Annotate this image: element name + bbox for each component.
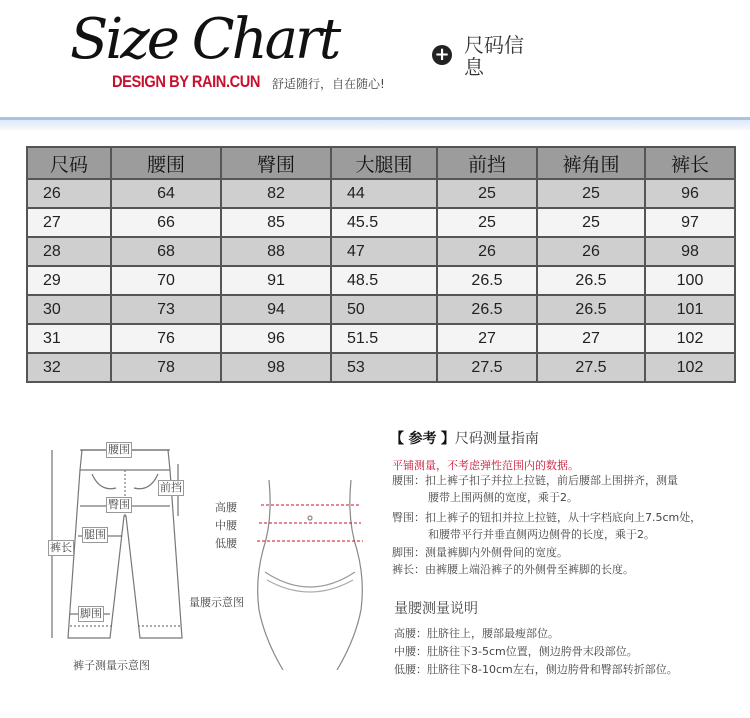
table-cell: 94 <box>221 295 331 324</box>
guide-line: 腰带上围两侧的宽度，乘于2。 <box>428 491 578 504</box>
guide-title-text: 尺码测量指南 <box>454 431 539 447</box>
table-cell: 27 <box>537 324 645 353</box>
table-cell: 27.5 <box>437 353 537 382</box>
col-header-hip: 臀围 <box>221 147 331 179</box>
guide-title-close: 】 <box>440 431 455 447</box>
table-cell: 78 <box>111 353 221 382</box>
table-cell: 102 <box>645 353 735 382</box>
table-cell: 85 <box>221 208 331 237</box>
table-cell: 97 <box>645 208 735 237</box>
pants-diagram <box>30 430 210 670</box>
waist-diagram-caption: 量腰示意图 <box>189 596 244 609</box>
header-band <box>0 120 750 130</box>
design-by-label: DESIGN BY RAIN.CUN <box>112 72 260 91</box>
table-cell: 88 <box>221 237 331 266</box>
table-cell: 44 <box>331 179 437 208</box>
table-cell: 96 <box>645 179 735 208</box>
pants-label-length: 裤长 <box>50 541 72 554</box>
col-header-length: 裤长 <box>645 147 735 179</box>
pants-diagram-caption: 裤子测量示意图 <box>73 659 150 672</box>
slogan: 舒适随行，自在随心! <box>272 77 385 91</box>
waist-guide-line: 中腰：肚脐往下3-5cm位置，侧边胯骨末段部位。 <box>394 645 638 658</box>
guide-line: 脚围：测量裤脚内外侧骨间的宽度。 <box>392 546 568 559</box>
col-header-waist: 腰围 <box>111 147 221 179</box>
col-header-thigh: 大腿围 <box>331 147 437 179</box>
table-cell: 27.5 <box>537 353 645 382</box>
table-cell: 27 <box>27 208 111 237</box>
table-cell: 25 <box>537 179 645 208</box>
guide-line: 臀围：扣上裤子的钮扣并拉上拉链，从十字档底向上7.5cm处， <box>392 511 702 524</box>
table-cell: 100 <box>645 266 735 295</box>
table-cell: 91 <box>221 266 331 295</box>
table-cell: 27 <box>437 324 537 353</box>
table-cell: 29 <box>27 266 111 295</box>
table-cell: 26.5 <box>537 266 645 295</box>
pants-label-front-rise: 前挡 <box>160 481 182 494</box>
table-row <box>27 179 735 208</box>
table-cell: 50 <box>331 295 437 324</box>
waist-guide-line: 高腰：肚脐往上，腰部最瘦部位。 <box>394 627 559 640</box>
waist-label-low: 低腰 <box>215 537 237 550</box>
size-info-title: 尺码信息 <box>464 33 524 79</box>
table-cell: 96 <box>221 324 331 353</box>
table-cell: 98 <box>645 237 735 266</box>
table-cell: 98 <box>221 353 331 382</box>
table-cell: 73 <box>111 295 221 324</box>
torso-outline-icon <box>255 480 365 670</box>
waist-guide-line: 低腰：肚脐往下8-10cm左右，侧边胯骨和臀部转折部位。 <box>394 663 678 676</box>
table-cell: 26.5 <box>537 295 645 324</box>
pants-label-leg-opening: 脚围 <box>80 607 102 620</box>
table-cell: 51.5 <box>331 324 437 353</box>
table-cell: 47 <box>331 237 437 266</box>
table-cell: 26 <box>437 237 537 266</box>
table-cell: 32 <box>27 353 111 382</box>
pants-label-thigh: 腿围 <box>84 528 106 541</box>
table-cell: 26.5 <box>437 295 537 324</box>
table-cell: 68 <box>111 237 221 266</box>
waist-label-mid: 中腰 <box>215 519 237 532</box>
col-header-front-rise: 前挡 <box>437 147 537 179</box>
table-cell: 45.5 <box>331 208 437 237</box>
table-header-row <box>27 147 735 179</box>
table-row <box>27 324 735 353</box>
table-cell: 30 <box>27 295 111 324</box>
size-table <box>26 146 736 383</box>
waist-guide-title: 量腰测量说明 <box>394 601 478 617</box>
col-header-leg-opening: 裤角围 <box>537 147 645 179</box>
size-chart-title: Size Chart <box>70 7 339 72</box>
table-cell: 70 <box>111 266 221 295</box>
table-cell: 26 <box>27 179 111 208</box>
table-cell: 28 <box>27 237 111 266</box>
guide-title <box>390 428 539 448</box>
table-cell: 66 <box>111 208 221 237</box>
pants-label-waist: 腰围 <box>108 443 130 456</box>
guide-line: 裤长：由裤腰上端沿裤子的外侧骨至裤脚的长度。 <box>392 563 634 576</box>
table-cell: 26.5 <box>437 266 537 295</box>
guide-title-open: 【 <box>390 431 404 447</box>
table-cell: 82 <box>221 179 331 208</box>
table-cell: 76 <box>111 324 221 353</box>
table-cell: 26 <box>537 237 645 266</box>
table-cell: 25 <box>437 179 537 208</box>
pants-label-hip: 臀围 <box>108 498 130 511</box>
table-cell: 25 <box>537 208 645 237</box>
guide-line: 腰围：扣上裤子扣子并拉上拉链，前后腰部上围拼齐，测量 <box>392 474 678 487</box>
table-cell: 53 <box>331 353 437 382</box>
table-cell: 25 <box>437 208 537 237</box>
table-cell: 48.5 <box>331 266 437 295</box>
guide-title-ref: 参考 <box>408 431 437 447</box>
table-row <box>27 295 735 324</box>
table-row <box>27 237 735 266</box>
guide-line: 和腰带平行并垂直侧两边侧骨的长度，乘于2。 <box>428 528 655 541</box>
table-cell: 64 <box>111 179 221 208</box>
plus-icon: + <box>432 45 452 65</box>
table-row <box>27 266 735 295</box>
table-cell: 101 <box>645 295 735 324</box>
flat-measure-note: 平铺测量，不考虑弹性范围内的数据。 <box>392 459 579 472</box>
table-cell: 31 <box>27 324 111 353</box>
table-row <box>27 208 735 237</box>
table-row <box>27 353 735 382</box>
col-header-size: 尺码 <box>27 147 111 179</box>
table-cell: 102 <box>645 324 735 353</box>
waist-label-high: 高腰 <box>215 501 237 514</box>
